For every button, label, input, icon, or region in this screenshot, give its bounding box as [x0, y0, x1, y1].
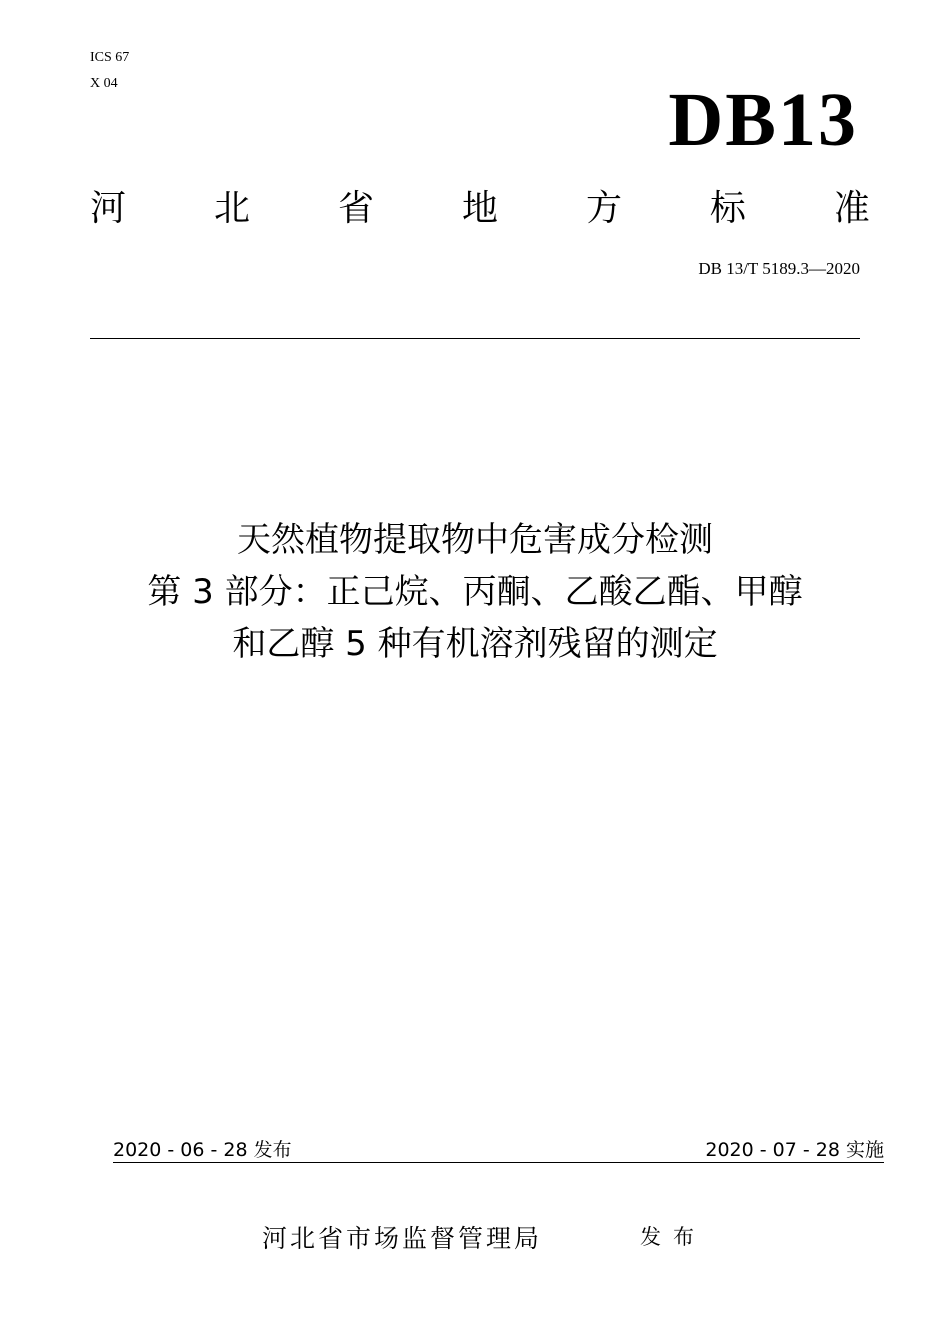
release-date: 2020 - 06 - 28 发布: [113, 1139, 292, 1161]
implement-date: 2020 - 07 - 28 实施: [705, 1139, 884, 1161]
document-title: [60, 514, 890, 670]
standard-type-char: 准: [833, 188, 870, 229]
ics-code: ICS 67: [90, 50, 130, 65]
standard-type-char: 地: [461, 188, 498, 229]
title-line-3: 和乙醇 5 种有机溶剂残留的测定: [232, 624, 718, 664]
issue-action: 发布: [640, 1225, 706, 1249]
standard-type-char: 北: [213, 188, 250, 229]
issuer-name: 河北省市场监督管理局: [262, 1224, 543, 1253]
standard-number: DB 13/T 5189.3—2020: [698, 259, 860, 278]
standard-type-heading: [90, 184, 870, 234]
date-row: [113, 1138, 884, 1162]
title-line-2: 第 3 部分：正己烷、丙酮、乙酸乙酯、甲醇: [147, 572, 803, 612]
classification-code: X 04: [90, 76, 118, 91]
footer-divider: [113, 1162, 884, 1163]
title-line-1: 天然植物提取物中危害成分检测: [237, 520, 713, 560]
standard-type-char: 标: [709, 188, 746, 229]
standard-type-char: 河: [90, 188, 127, 229]
standard-type-char: 省: [337, 188, 374, 229]
header-divider: [90, 338, 860, 339]
db-mark: DB13: [668, 78, 858, 162]
standard-type-char: 方: [585, 188, 622, 229]
